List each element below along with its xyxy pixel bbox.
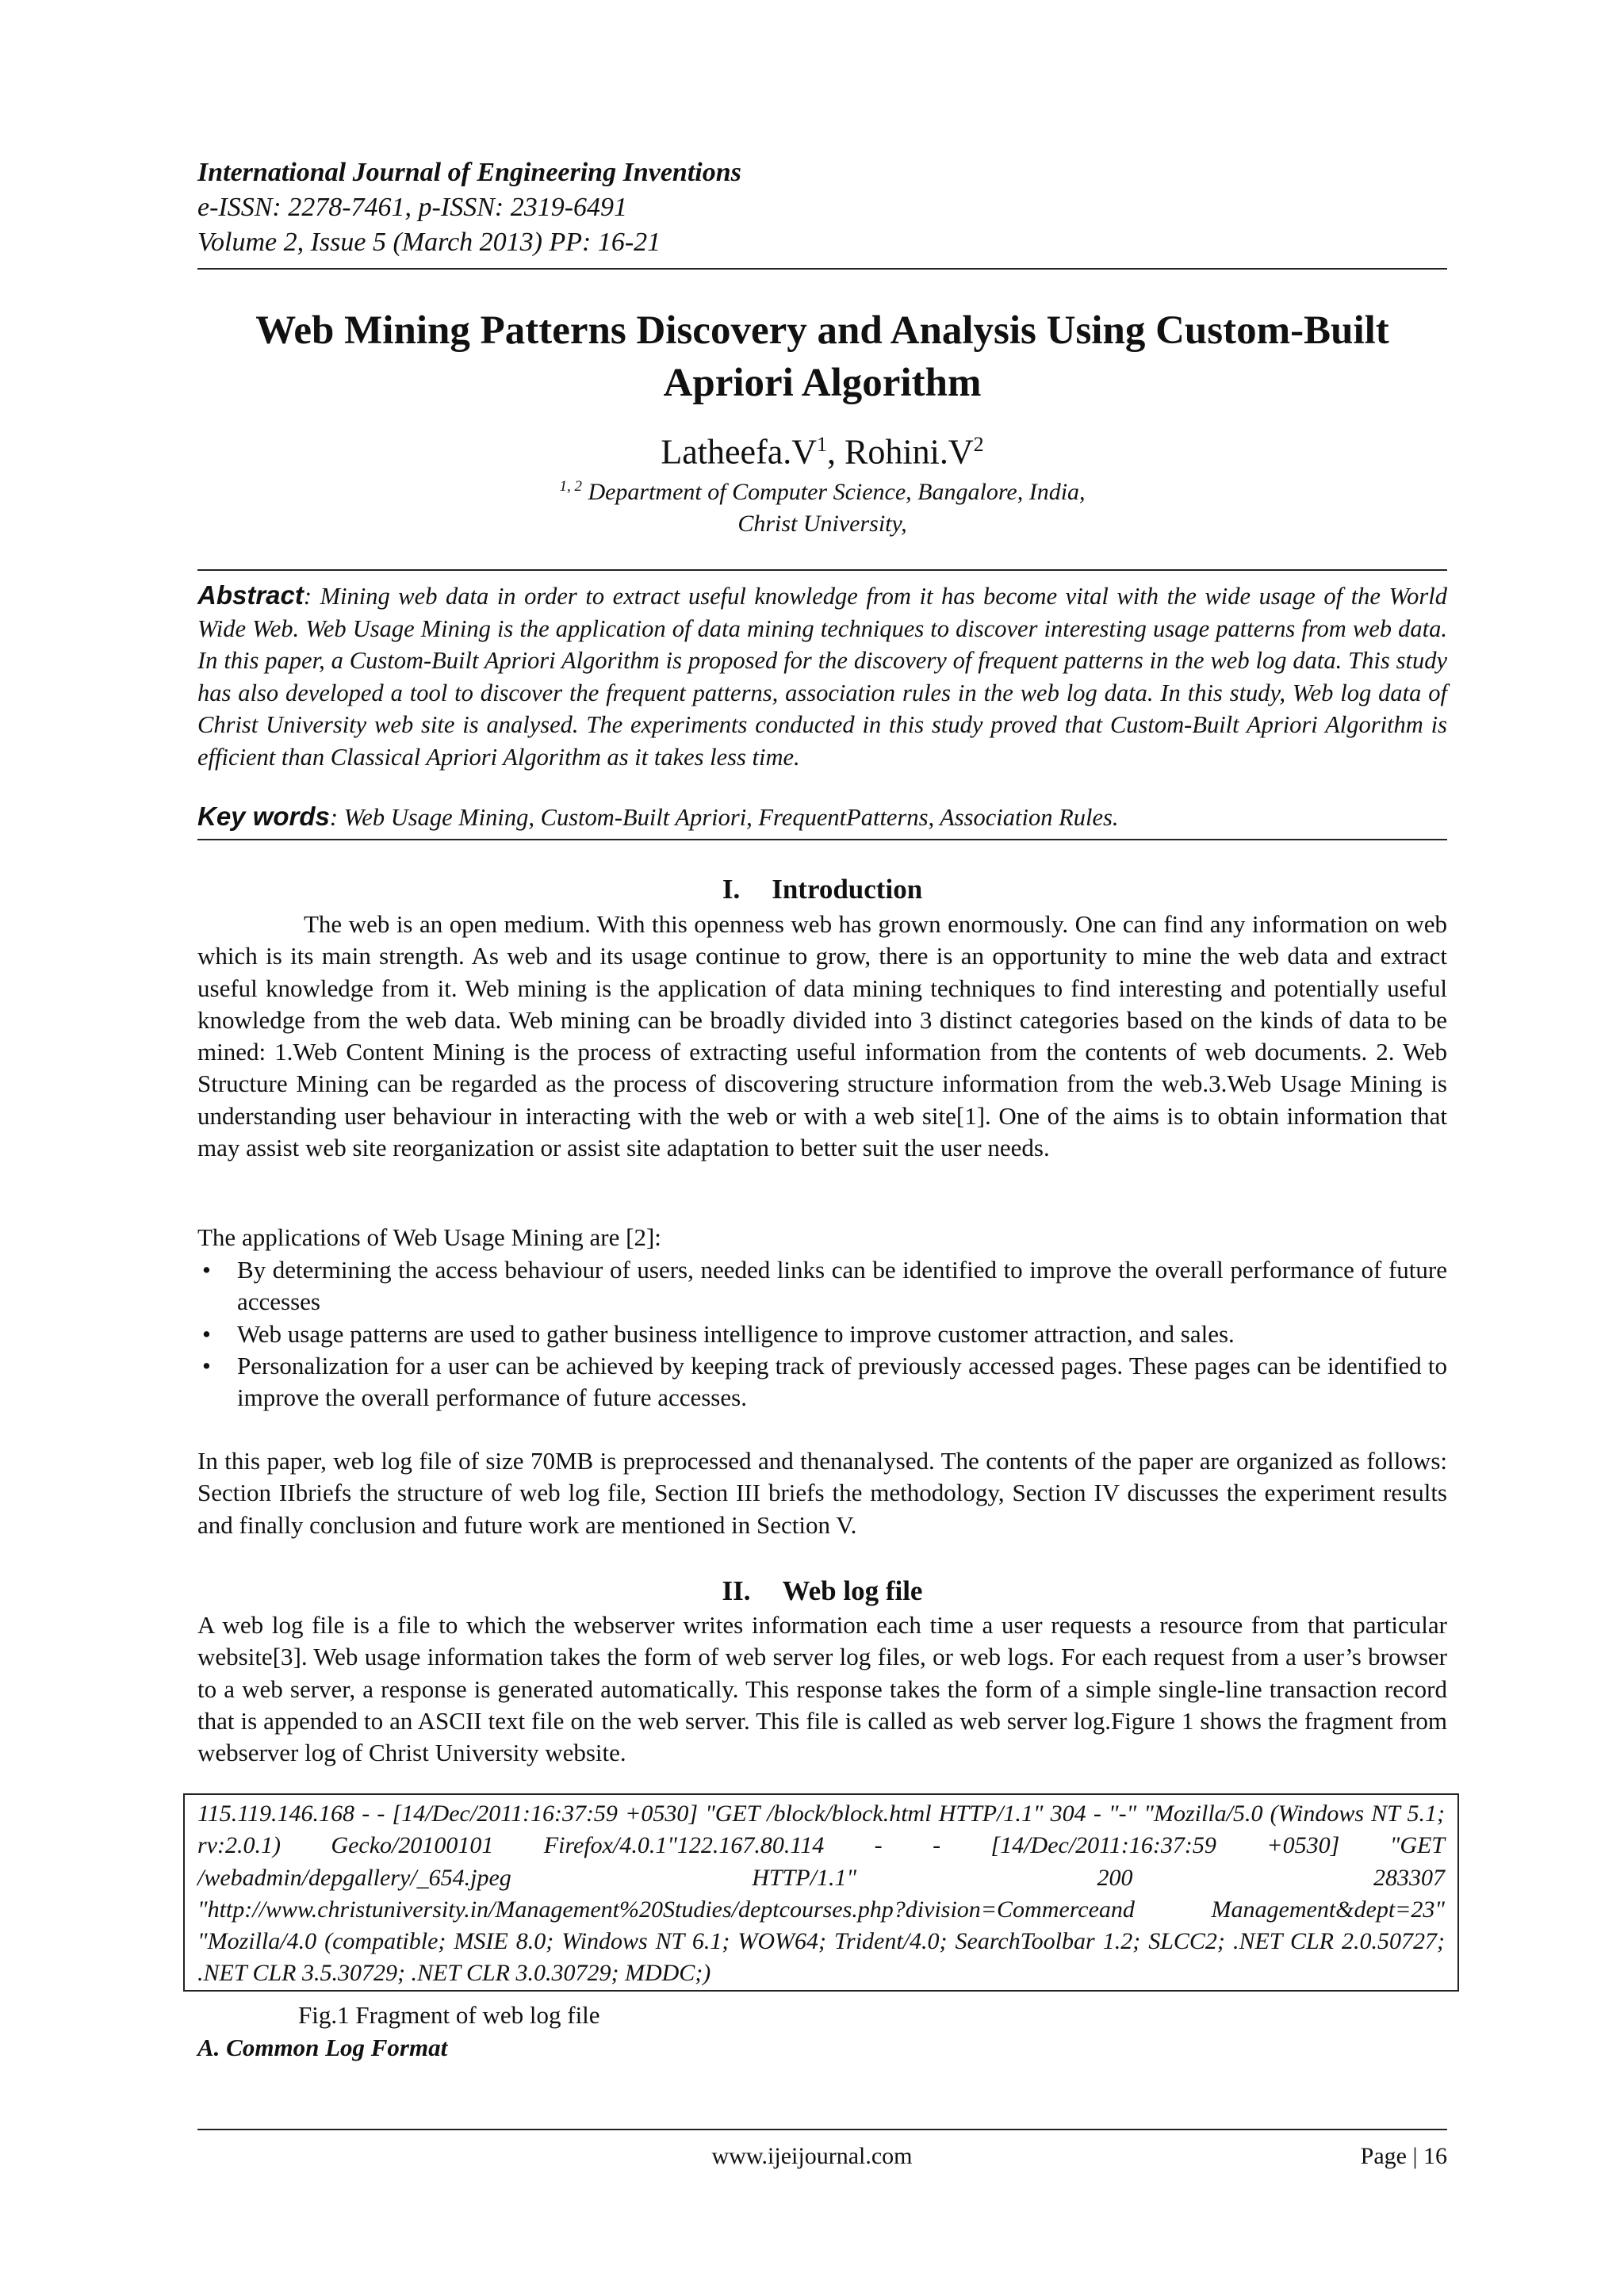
footer-rule — [197, 2129, 1447, 2130]
affiliation-sup: 1, 2 — [559, 478, 582, 495]
author-1: Latheefa.V — [661, 432, 818, 472]
section-heading-web-log-file — [197, 1574, 1447, 1609]
paper-title-line-2: Apriori Algorithm — [663, 361, 982, 405]
intro-paragraph-3: In this paper, web log file of size 70MB is preprocessed and thenanalysed. The contents of the paper are organized as follows: Section IIbriefs the structure of web log file, Section III briefs the methodology, Section IV discusses the experiment results and finally conclusion and future work are mentioned in Section V. — [197, 1447, 1447, 1539]
keywords — [197, 801, 1447, 834]
paper-title — [197, 304, 1447, 409]
section-number: I. — [722, 874, 741, 905]
abstract-label: Abstract — [197, 580, 304, 610]
abstract-bottom-rule — [197, 839, 1447, 840]
section-heading-introduction — [197, 872, 1447, 907]
paper-title-line-1: Web Mining Patterns Discovery and Analysis Using Custom-Built — [255, 308, 1389, 353]
author-separator: , — [827, 432, 845, 472]
journal-volume: Volume 2, Issue 5 (March 2013) PP: 16-21 — [197, 228, 661, 257]
footer-url: www.ijeijournal.com — [711, 2143, 913, 2169]
keywords-text: : Web Usage Mining, Custom-Built Apriori, FrequentPatterns, Association Rules. — [329, 804, 1119, 831]
section-title: Web log file — [782, 1575, 923, 1606]
affiliation-department: Department of Computer Science, Bangalore, India, — [581, 479, 1086, 505]
author-1-sup: 1 — [817, 433, 828, 456]
affiliation-university: Christ University, — [737, 511, 907, 537]
author-2: Rohini.V — [845, 432, 974, 472]
applications-list — [197, 1254, 1447, 1414]
intro-paragraph-2: The applications of Web Usage Mining are [2]: — [197, 1223, 661, 1251]
affiliation-line-1 — [197, 471, 1447, 508]
log-fragment-box: 115.119.146.168 - - [14/Dec/2011:16:37:59 +0530] "GET /block/block.html HTTP/1.1" 304 - "-" "Mozilla/5.0 (Windows NT 5.1; rv:2.0.1) Gecko/20100101 Firefox/4.0.1"122.167.80.114 - - [14/Dec/2011:16:37:59 +0530] "GET /webadmin/depgallery/_654.jpeg HTTP/1.1" 200 283307 "http://www.christuniversity.in/Management%20Studies/deptcourses.php?division=Commerceand Management&dept=23" "Mozilla/4.0 (compatible; MSIE 8.0; Windows NT 6.1; WOW64; Trident/4.0; SearchToolbar 1.2; SLCC2; .NET CLR 2.0.50727; .NET CLR 3.5.30729; .NET CLR 3.0.30729; MDDC;) — [183, 1793, 1459, 1992]
keywords-label: Key words — [197, 802, 330, 831]
journal-name: International Journal of Engineering Inventions — [197, 158, 741, 187]
affiliation — [197, 471, 1447, 540]
journal-issn: e-ISSN: 2278-7461, p-ISSN: 2319-6491 — [197, 193, 628, 222]
section-number: II. — [722, 1575, 751, 1606]
authors — [197, 424, 1447, 473]
author-2-sup: 2 — [973, 433, 984, 456]
list-item: • Web usage patterns are used to gather business intelligence to improve customer attraction, and sales. — [197, 1318, 1447, 1350]
list-item: • By determining the access behaviour of users, needed links can be identified to improve the overall performance of future accesses — [197, 1254, 1447, 1318]
journal-header — [197, 155, 1447, 260]
abstract — [197, 580, 1447, 773]
section-title: Introduction — [772, 874, 923, 905]
footer-page-number: Page | 16 — [1360, 2143, 1447, 2169]
list-item: • Personalization for a user can be achieved by keeping track of previously accessed pages. These pages can be identified to improve the overall performance of future accesses. — [197, 1350, 1447, 1414]
abstract-text: : Mining web data in order to extract useful knowledge from it has become vital with the wide usage of the World Wide Web. Web Usage Mining is the application of data mining techniques to discover interesting usage patterns from web data. In this paper, a Custom-Built Apriori Algorithm is proposed for the discovery of frequent patterns in the web log data. This study has also developed a tool to discover the frequent patterns, association rules in the web log data. In this study, Web log data of Christ University web site is analysed. The experiments conducted in this study proved that Custom-Built Apriori Algorithm is efficient than Classical Apriori Algorithm as it takes less time. — [197, 583, 1447, 771]
header-rule — [197, 268, 1447, 270]
figure-caption: Fig.1 Fragment of web log file — [298, 2001, 600, 2029]
intro-paragraph-1: The web is an open medium. With this openness web has grown enormously. One can find any information on web which is its main strength. As web and its usage continue to grow, there is an opportunity to mine the web data and extract useful knowledge from it. Web mining is the application of data mining techniques to find interesting and potentially useful knowledge from the web data. Web mining can be broadly divided into 3 distinct categories based on the kinds of data to be mined: 1.Web Content Mining is the process of extracting useful information from the contents of web documents. 2. Web Structure Mining can be regarded as the process of discovering structure information from the web.3.Web Usage Mining is understanding user behaviour in interacting with the web or with a web site[1]. One of the aims is to obtain information that may assist web site reorganization or assist site adaptation to better suit the user needs. — [197, 910, 1447, 1162]
weblog-paragraph-1: A web log file is a file to which the webserver writes information each time a user requests a resource from that particular website[3]. Web usage information takes the form of web server log files, or web logs. For each request from a user’s browser to a web server, a response is generated automatically. This response takes the form of a simple single-line transaction record that is appended to an ASCII text file on the web server. This file is called as web server log.Figure 1 shows the fragment from webserver log of Christ University website. — [197, 1611, 1447, 1767]
subsection-heading: A. Common Log Format — [197, 2034, 448, 2061]
abstract-top-rule — [197, 569, 1447, 571]
